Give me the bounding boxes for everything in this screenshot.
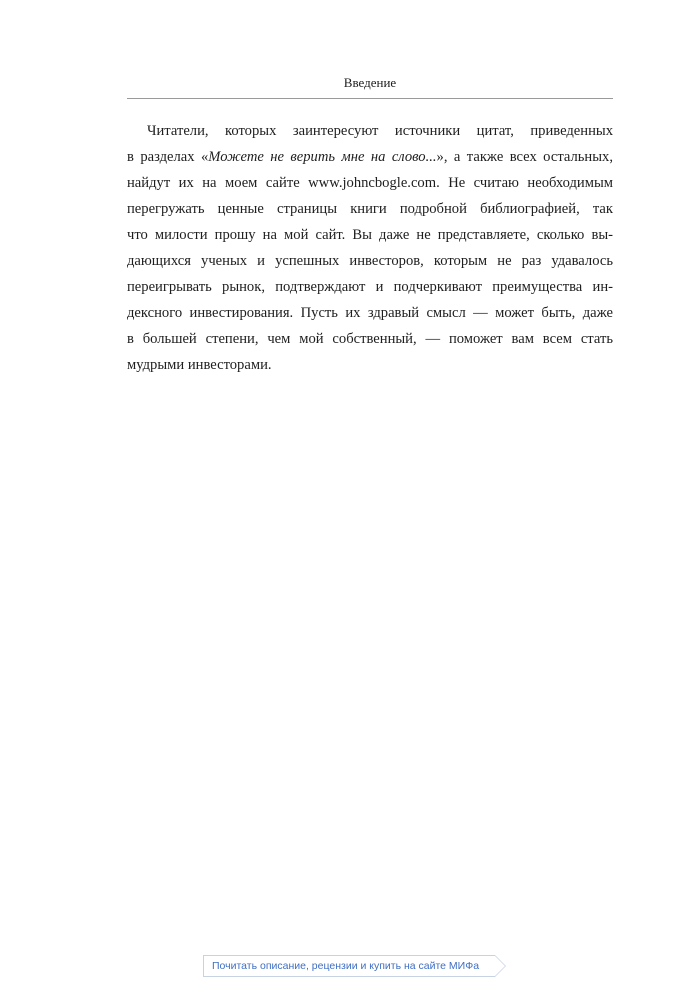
text-line: переигрывать рынок, подтверждают и подчеркивают преимущества ин- xyxy=(127,279,613,295)
running-title: Введение xyxy=(343,75,397,90)
text-line: перегружать ценные страницы книги подробной библиографией, так xyxy=(127,201,613,217)
text-fragment: « xyxy=(201,149,209,165)
text-line: дексного инвестирования. Пусть их здравый смысл — может быть, даже xyxy=(127,305,613,321)
text-fragment: разделах xyxy=(140,149,195,165)
header-rule xyxy=(127,98,613,99)
body-text xyxy=(127,118,613,378)
text-line: мудрыми инвесторами. xyxy=(127,357,272,373)
text-line: в большей степени, чем мой собственный, — поможет вам всем стать xyxy=(127,331,613,347)
italic-title: Можете не верить мне на слово... xyxy=(208,149,437,165)
text-line xyxy=(127,144,613,170)
text-line: Читатели, которых заинтересуют источники цитат, приведенных xyxy=(147,123,613,139)
text-fragment: », а также всех остальных, xyxy=(436,149,613,165)
text-line: что милости прошу на мой сайт. Вы даже не представляете, сколько вы- xyxy=(127,227,613,243)
shop-link-button[interactable]: Почитать описание, рецензии и купить на сайте МИФа xyxy=(203,955,495,977)
text-line: дающихся ученых и успешных инвесторов, которым не раз удавалось xyxy=(127,253,613,269)
text-fragment: в xyxy=(127,149,134,165)
text-line: найдут их на моем сайте www.johncbogle.com. Не считаю необходимым xyxy=(127,175,613,191)
